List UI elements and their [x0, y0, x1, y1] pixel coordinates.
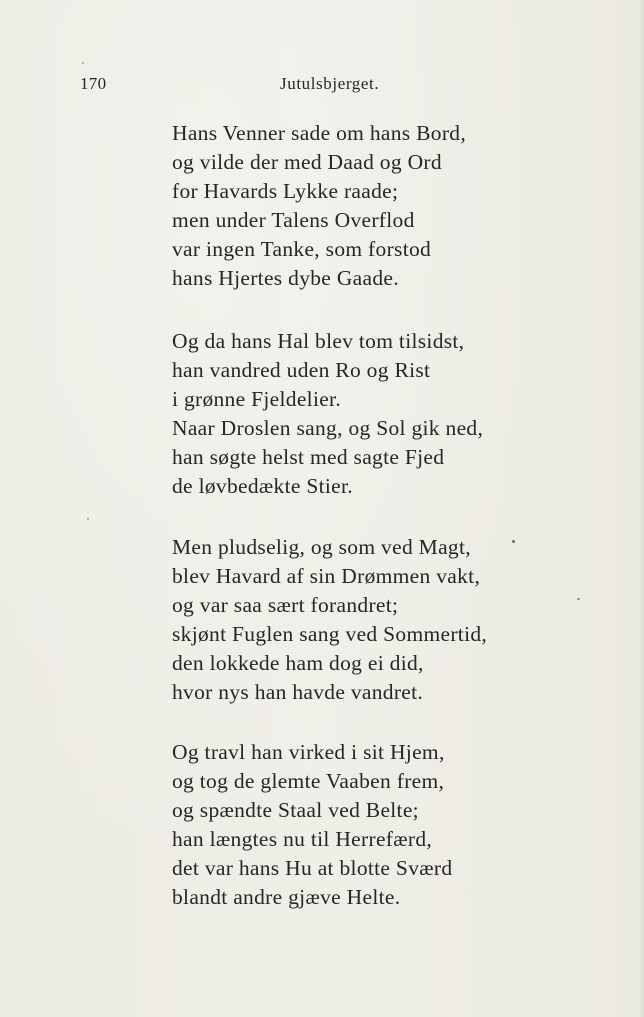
- stanza-2: [172, 327, 552, 501]
- verse-line: i grønne Fjeldelier.: [172, 387, 342, 411]
- page-edge-shadow: [638, 0, 644, 1017]
- stanza-4: [172, 738, 552, 912]
- verse-line: han vandred uden Ro og Rist: [172, 358, 431, 382]
- running-title: Jutulsbjerget.: [280, 74, 380, 93]
- paper-speck: [87, 518, 89, 520]
- verse-line: blandt andre gjæve Helte.: [172, 885, 401, 909]
- verse-line: han søgte helst med sagte Fjed: [172, 445, 445, 469]
- verse-line: han længtes nu til Herrefærd,: [172, 827, 433, 851]
- verse-line: Hans Venner sade om hans Bord,: [172, 121, 467, 145]
- stanza-1: [172, 119, 552, 293]
- verse-line: det var hans Hu at blotte Sværd: [172, 856, 453, 880]
- verse-line: og tog de glemte Vaaben frem,: [172, 769, 445, 793]
- paper-speck: [512, 540, 515, 543]
- stanza-3: [172, 533, 552, 707]
- verse-line: Naar Droslen sang, og Sol gik ned,: [172, 416, 484, 440]
- verse-line: de løvbedækte Stier.: [172, 474, 353, 498]
- verse-line: hvor nys han havde vandret.: [172, 680, 424, 704]
- verse-line: Og da hans Hal blev tom tilsidst,: [172, 329, 465, 353]
- verse-line: var ingen Tanke, som forstod: [172, 237, 432, 261]
- verse-line: blev Havard af sin Drømmen vakt,: [172, 564, 481, 588]
- paper-speck: [82, 62, 84, 64]
- verse-line: Men pludselig, og som ved Magt,: [172, 535, 471, 559]
- verse-line: Og travl han virked i sit Hjem,: [172, 740, 445, 764]
- paper-speck: [577, 598, 580, 600]
- verse-line: og spændte Staal ved Belte;: [172, 798, 419, 822]
- verse-line: for Havards Lykke raade;: [172, 179, 399, 203]
- verse-line: skjønt Fuglen sang ved Sommertid,: [172, 622, 488, 646]
- verse-line: den lokkede ham dog ei did,: [172, 651, 424, 675]
- verse-line: hans Hjertes dybe Gaade.: [172, 266, 399, 290]
- verse-line: og var saa sært forandret;: [172, 593, 399, 617]
- verse-line: og vilde der med Daad og Ord: [172, 150, 442, 174]
- page-number: 170: [80, 74, 107, 93]
- verse-line: men under Talens Overflod: [172, 208, 415, 232]
